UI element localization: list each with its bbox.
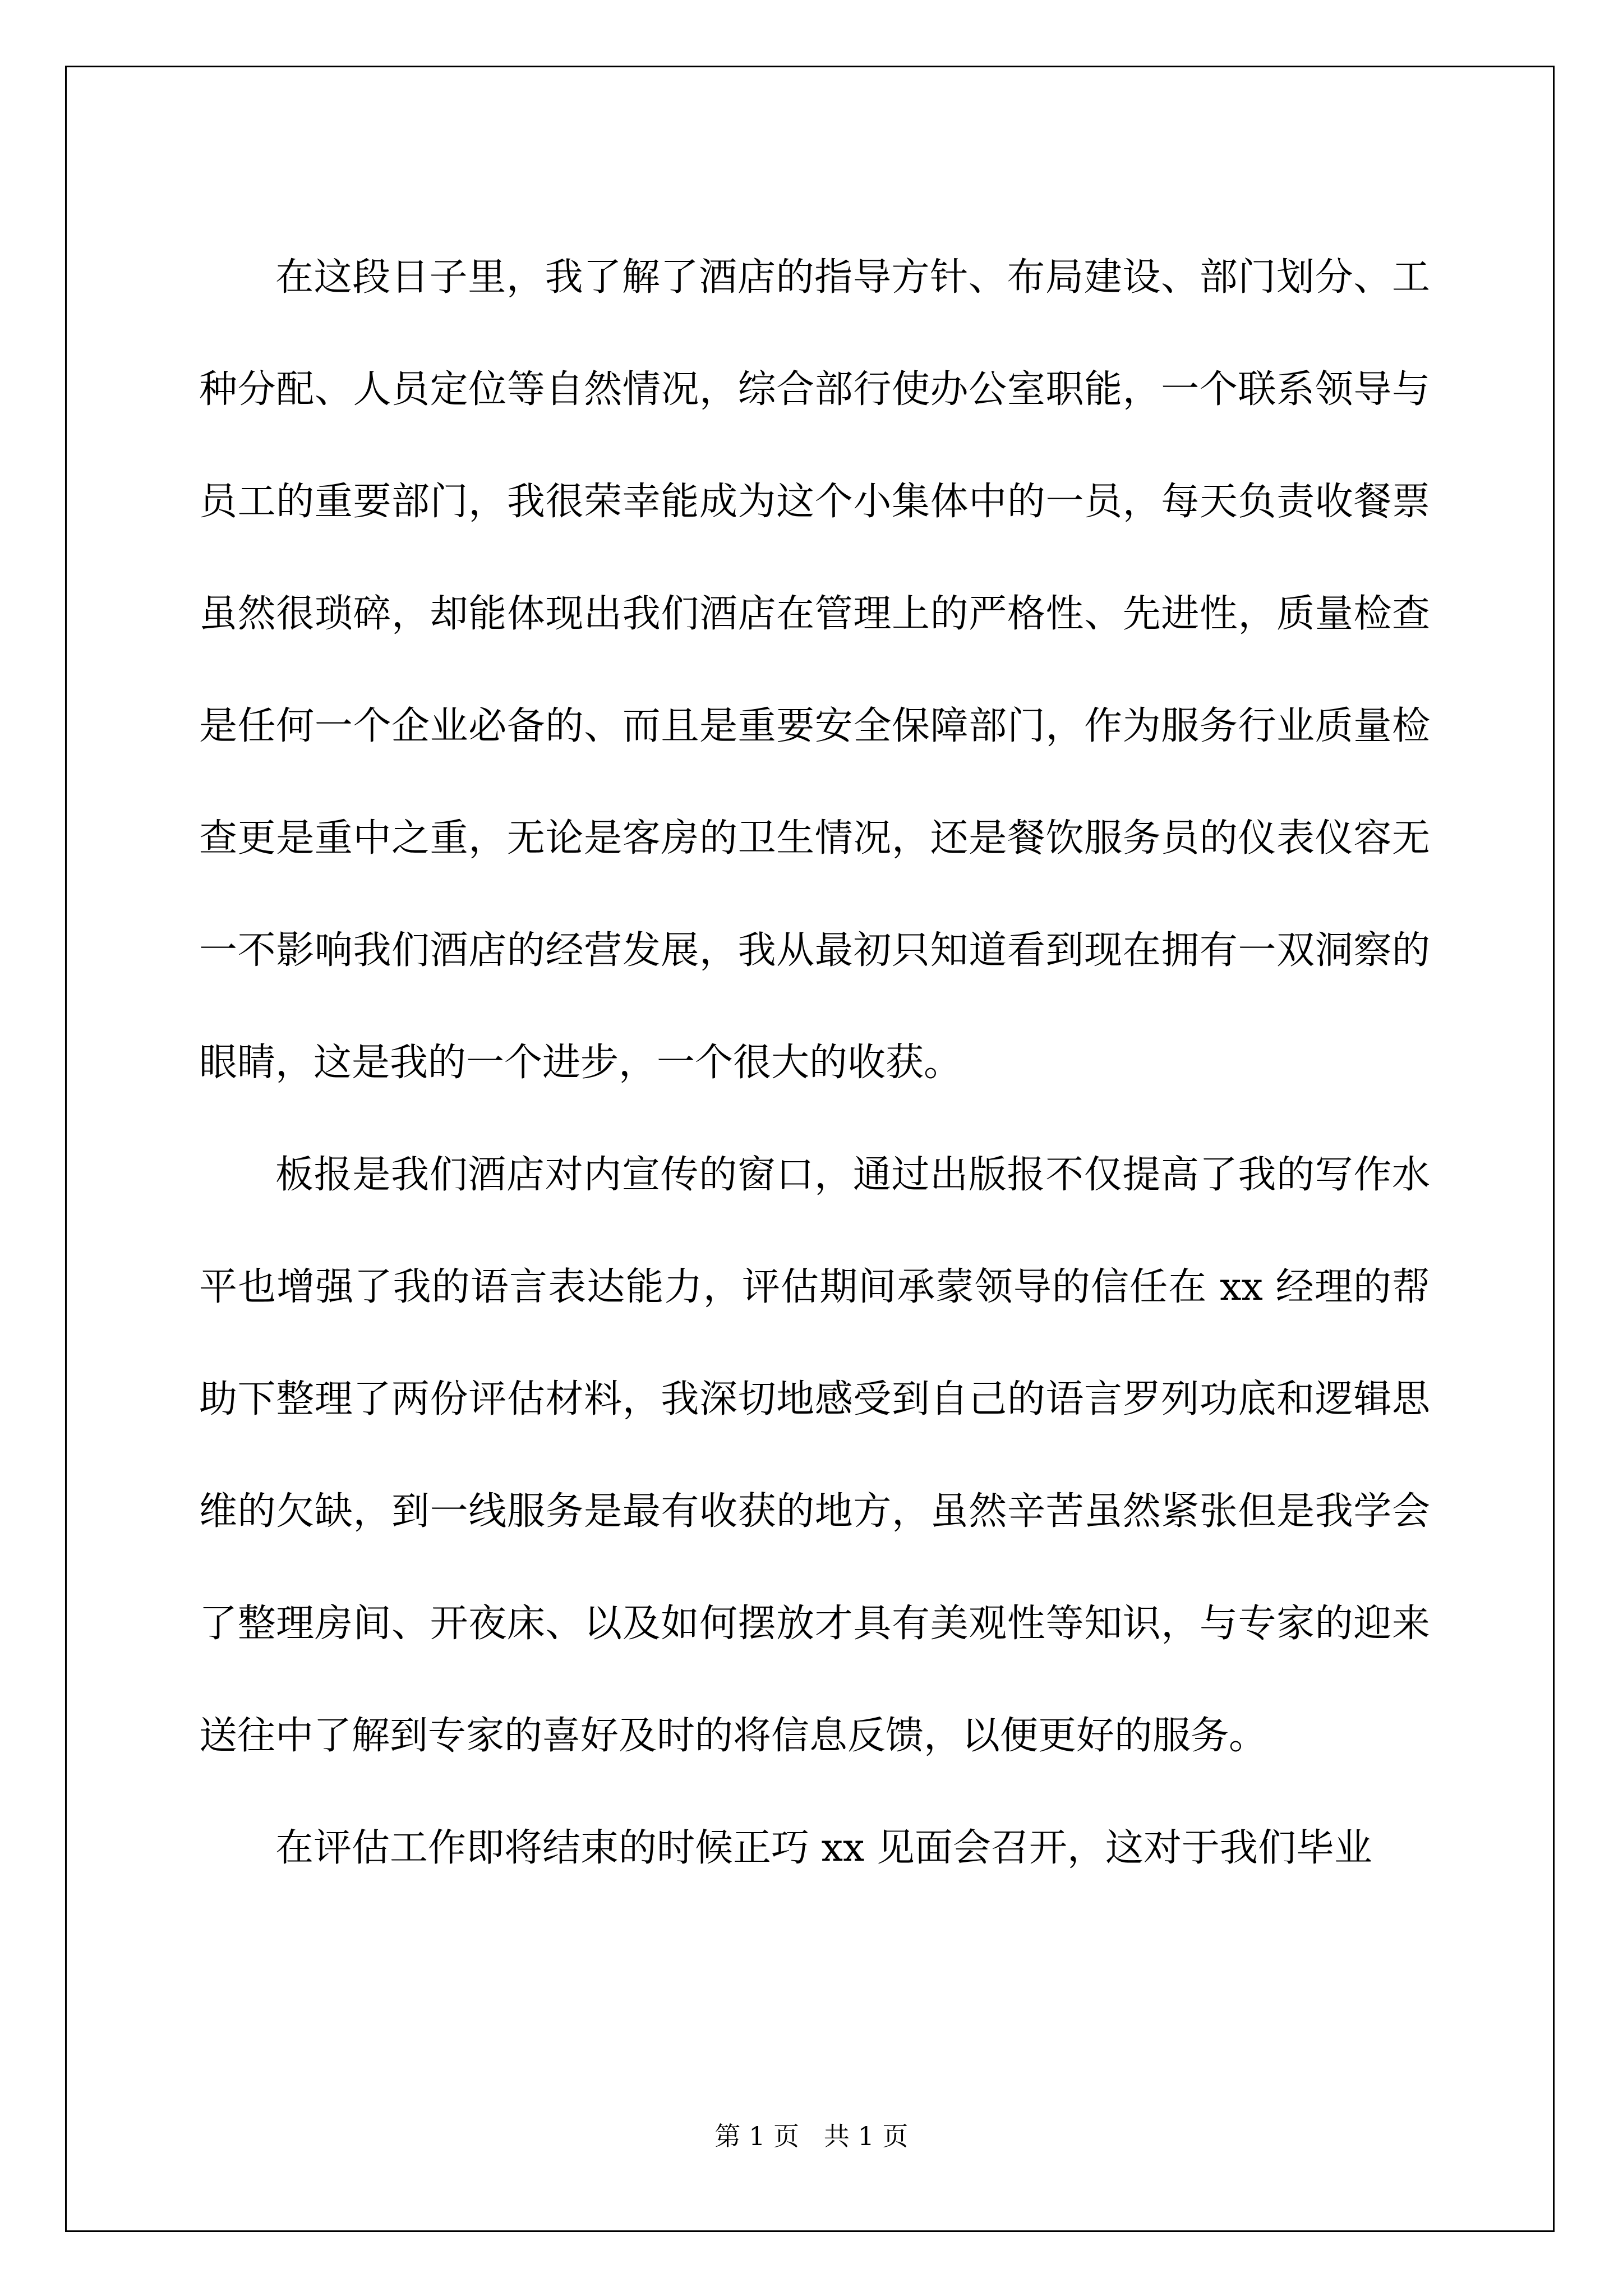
paragraph: 在这段日子里，我了解了酒店的指导方针、布局建设、部门划分、工种分配、人员定位等自然情况，综合部行使办公室职能，一个联系领导与员工的重要部门，我很荣幸能成为这个小集体中的一员，每天负责收餐票虽然很琐碎，却能体现出我们酒店在管理上的严格性、先进性，质量检查是任何一个企业必备的、而且是重要安全保障部门，作为服务行业质量检查更是重中之重，无论是客房的卫生情况，还是餐饮服务员的仪表仪容无一不影响我们酒店的经营发展，我从最初只知道看到现在拥有一双洞察的眼睛，这是我的一个进步，一个很大的收获。 [199, 255, 1430, 1085]
page-footer: 第 1 页 共 1 页 [714, 2121, 909, 2151]
document-body [199, 222, 1430, 1904]
paragraph: 在评估工作即将结束的时候正巧 xx 见面会召开，这对于我们毕业 [275, 1826, 1372, 1870]
paragraph: 板报是我们酒店对内宣传的窗口，通过出版报不仅提高了我的写作水平也增强了我的语言表达能力，评估期间承蒙领导的信任在 xx 经理的帮助下整理了两份评估材料，我深切地感受到自己的语言罗列功底和逻辑思维的欠缺，到一线服务是最有收获的地方，虽然辛苦虽然紧张但是我学会了整理房间、开夜床、以及如何摆放才具有美观性等知识，与专家的迎来送往中了解到专家的喜好及时的将信息反馈，以便更好的服务。 [199, 1153, 1430, 1758]
